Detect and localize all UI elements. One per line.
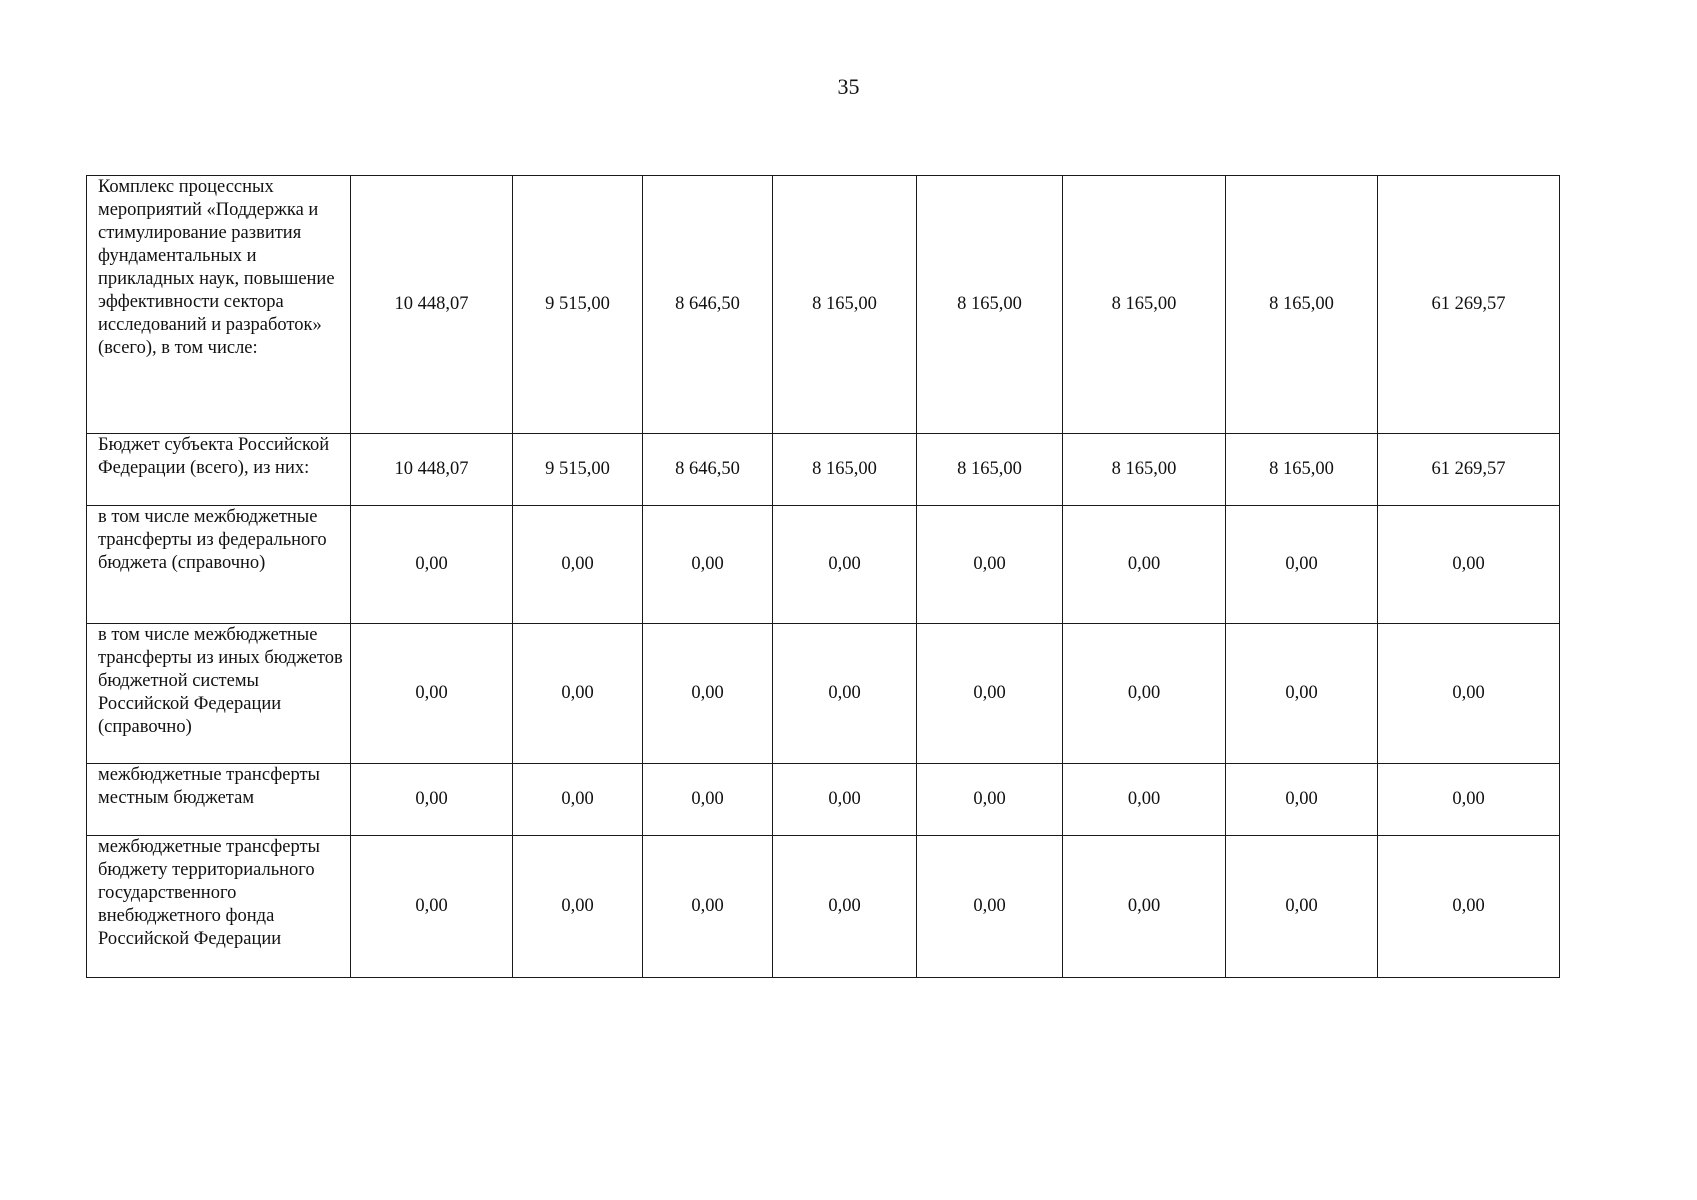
cell-value: 0,00 (351, 506, 513, 624)
cell-total: 0,00 (1378, 624, 1560, 764)
cell-value: 0,00 (773, 764, 917, 836)
cell-value: 0,00 (773, 836, 917, 978)
cell-value: 8 165,00 (773, 176, 917, 434)
cell-total: 61 269,57 (1378, 176, 1560, 434)
cell-value: 8 165,00 (917, 434, 1063, 506)
row-label: Бюджет субъекта Российской Федерации (всего), из них: (87, 434, 351, 506)
cell-value: 0,00 (1063, 764, 1226, 836)
cell-value: 9 515,00 (513, 176, 643, 434)
cell-value: 0,00 (643, 624, 773, 764)
row-label: в том числе межбюджетные трансферты из федерального бюджета (справочно) (87, 506, 351, 624)
table-row (87, 624, 1560, 764)
cell-value: 8 165,00 (1063, 176, 1226, 434)
cell-value: 0,00 (351, 764, 513, 836)
cell-value: 0,00 (643, 764, 773, 836)
cell-value: 0,00 (643, 836, 773, 978)
table-row (87, 764, 1560, 836)
cell-value: 0,00 (1063, 506, 1226, 624)
cell-value: 0,00 (1226, 506, 1378, 624)
cell-value: 0,00 (513, 624, 643, 764)
cell-value: 0,00 (917, 836, 1063, 978)
cell-value: 0,00 (351, 836, 513, 978)
row-label: в том числе межбюджетные трансферты из иных бюджетов бюджетной системы Российской Федерации (справочно) (87, 624, 351, 764)
cell-value: 0,00 (351, 624, 513, 764)
cell-total: 0,00 (1378, 836, 1560, 978)
cell-value: 0,00 (917, 764, 1063, 836)
cell-value: 0,00 (513, 764, 643, 836)
page-number: 35 (837, 74, 860, 99)
cell-value: 10 448,07 (351, 176, 513, 434)
cell-value: 8 165,00 (773, 434, 917, 506)
cell-value: 8 165,00 (1226, 434, 1378, 506)
cell-total: 0,00 (1378, 764, 1560, 836)
cell-value: 0,00 (917, 624, 1063, 764)
cell-value: 8 165,00 (917, 176, 1063, 434)
table-row (87, 434, 1560, 506)
cell-value: 0,00 (773, 506, 917, 624)
table-row (87, 836, 1560, 978)
cell-value: 0,00 (513, 506, 643, 624)
table-row (87, 506, 1560, 624)
cell-total: 0,00 (1378, 506, 1560, 624)
cell-value: 0,00 (513, 836, 643, 978)
cell-value: 8 646,50 (643, 176, 773, 434)
cell-value: 0,00 (1226, 624, 1378, 764)
row-label: межбюджетные трансферты местным бюджетам (87, 764, 351, 836)
row-label: Комплекс процессных мероприятий «Поддержка и стимулирование развития фундаментальных и прикладных наук, повышение эффективности сектора исследований и разработок» (всего), в том числе: (87, 176, 351, 434)
cell-value: 8 165,00 (1226, 176, 1378, 434)
cell-value: 0,00 (773, 624, 917, 764)
cell-value: 8 165,00 (1063, 434, 1226, 506)
cell-value: 10 448,07 (351, 434, 513, 506)
cell-value: 0,00 (643, 506, 773, 624)
row-label: межбюджетные трансферты бюджету территориального государственного внебюджетного фонда Российской Федерации (87, 836, 351, 978)
cell-value: 9 515,00 (513, 434, 643, 506)
budget-table (86, 175, 1560, 978)
cell-total: 61 269,57 (1378, 434, 1560, 506)
cell-value: 0,00 (1063, 836, 1226, 978)
cell-value: 8 646,50 (643, 434, 773, 506)
cell-value: 0,00 (1063, 624, 1226, 764)
cell-value: 0,00 (917, 506, 1063, 624)
cell-value: 0,00 (1226, 836, 1378, 978)
cell-value: 0,00 (1226, 764, 1378, 836)
table-row (87, 176, 1560, 434)
